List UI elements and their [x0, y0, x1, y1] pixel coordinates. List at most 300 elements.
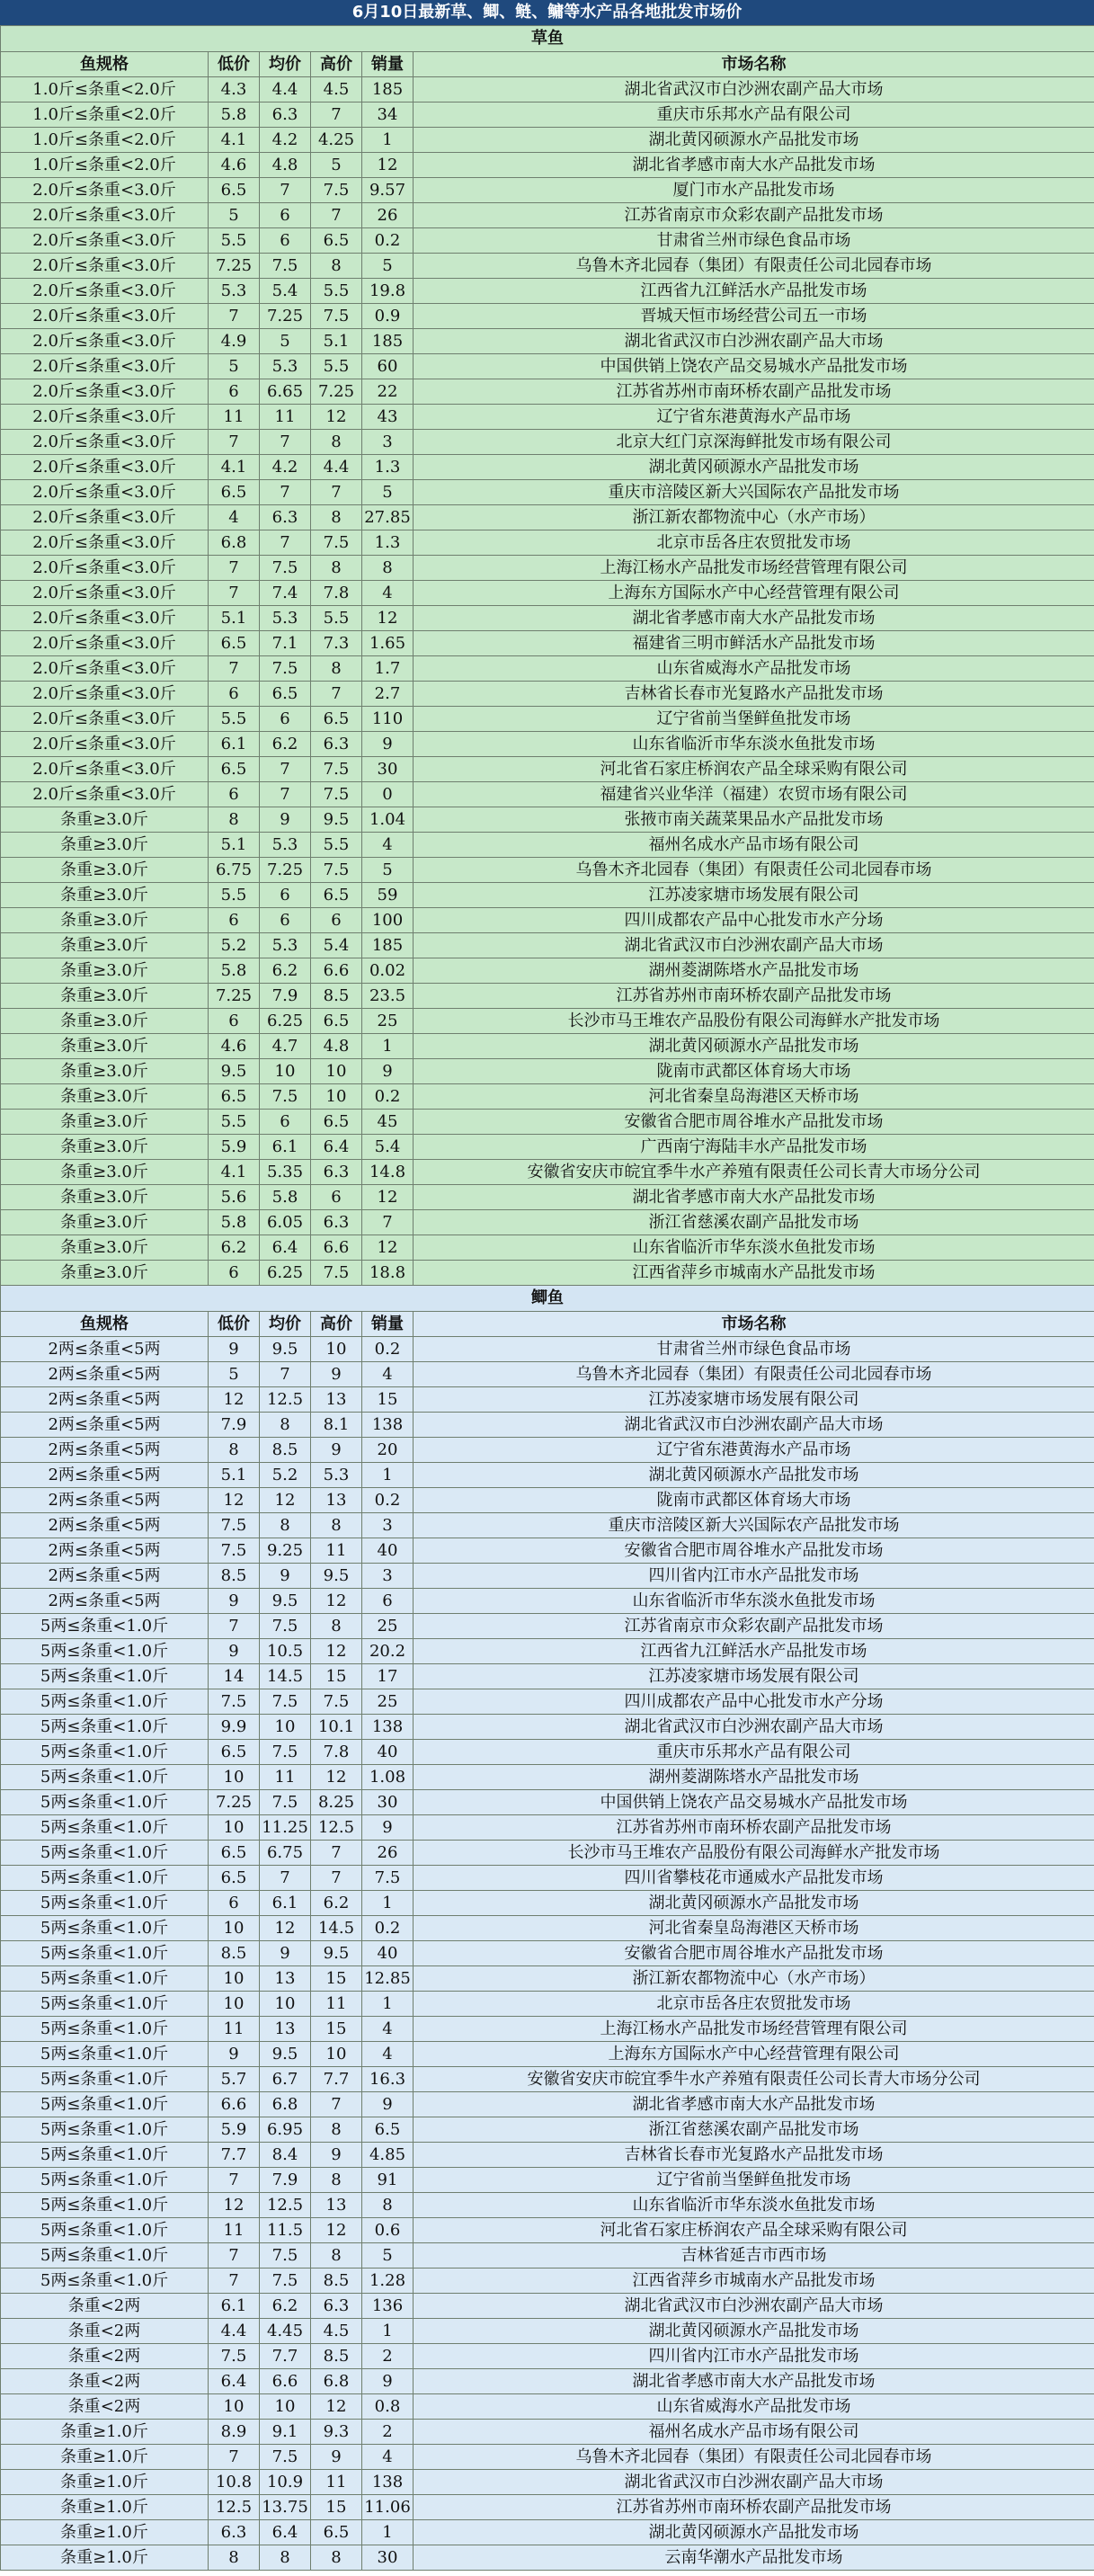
low-price-cell: 7	[209, 304, 260, 329]
avg-price-cell: 8	[260, 1413, 311, 1438]
market-cell: 湖北黄冈硕源水产品批发市场	[414, 1463, 1094, 1488]
avg-price-cell: 12.5	[260, 2193, 311, 2218]
market-cell: 湖北省武汉市白沙洲农副产品大市场	[414, 2470, 1094, 2495]
volume-cell: 25	[362, 1689, 414, 1715]
market-cell: 安徽省合肥市周谷堆水产品批发市场	[414, 1941, 1094, 1966]
avg-price-cell: 8.5	[260, 1438, 311, 1463]
table-row	[1, 782, 1094, 807]
table-row	[1, 757, 1094, 782]
volume-cell: 30	[362, 757, 414, 782]
market-cell: 江苏省南京市众彩农副产品批发市场	[414, 203, 1094, 228]
table-row	[1, 2420, 1094, 2445]
low-price-cell: 10	[209, 1916, 260, 1941]
avg-price-cell: 9	[260, 1564, 311, 1589]
low-price-cell: 12	[209, 1387, 260, 1413]
market-cell: 湖州菱湖陈塔水产品批发市场	[414, 1765, 1094, 1790]
header-spec: 鱼规格	[1, 1312, 209, 1337]
market-cell: 广西南宁海陆丰水产品批发市场	[414, 1135, 1094, 1160]
table-row	[1, 1639, 1094, 1664]
market-cell: 湖北省武汉市白沙洲农副产品大市场	[414, 1413, 1094, 1438]
high-price-cell: 10	[311, 2042, 362, 2067]
market-cell: 福建省兴业华洋（福建）农贸市场有限公司	[414, 782, 1094, 807]
market-cell: 上海江杨水产品批发市场经营管理有限公司	[414, 2017, 1094, 2042]
volume-cell: 30	[362, 2545, 414, 2571]
low-price-cell: 7	[209, 2268, 260, 2294]
volume-cell: 40	[362, 1941, 414, 1966]
high-price-cell: 8	[311, 556, 362, 581]
high-price-cell: 7	[311, 1841, 362, 1866]
high-price-cell: 7.5	[311, 530, 362, 556]
high-price-cell: 8.5	[311, 2268, 362, 2294]
market-cell: 四川省攀枝花市通威水产品批发市场	[414, 1866, 1094, 1891]
table-row	[1, 1110, 1094, 1135]
market-cell: 江苏凌家塘市场发展有限公司	[414, 1387, 1094, 1413]
spec-cell: 5两≤条重<1.0斤	[1, 1740, 209, 1765]
volume-cell: 4.85	[362, 2143, 414, 2168]
grass-carp-table	[0, 25, 1094, 1286]
spec-cell: 2两≤条重<5两	[1, 1413, 209, 1438]
spec-cell: 2两≤条重<5两	[1, 1463, 209, 1488]
avg-price-cell: 9	[260, 807, 311, 833]
table-row	[1, 1135, 1094, 1160]
avg-price-cell: 7.4	[260, 581, 311, 606]
volume-cell: 1.3	[362, 455, 414, 480]
avg-price-cell: 7.7	[260, 2344, 311, 2369]
table-row	[1, 2067, 1094, 2092]
volume-cell: 22	[362, 379, 414, 405]
avg-price-cell: 7.5	[260, 1084, 311, 1110]
low-price-cell: 7.5	[209, 1513, 260, 1538]
avg-price-cell: 6.5	[260, 682, 311, 707]
volume-cell: 30	[362, 1790, 414, 1815]
table-row	[1, 1916, 1094, 1941]
volume-cell: 136	[362, 2294, 414, 2319]
table-row	[1, 354, 1094, 379]
high-price-cell: 7	[311, 2092, 362, 2117]
spec-cell: 条重≥3.0斤	[1, 1009, 209, 1034]
low-price-cell: 5.9	[209, 2117, 260, 2143]
spec-cell: 1.0斤≤条重<2.0斤	[1, 77, 209, 103]
volume-cell: 26	[362, 1841, 414, 1866]
table-row	[1, 1689, 1094, 1715]
market-cell: 辽宁省东港黄海水产品市场	[414, 405, 1094, 430]
spec-cell: 条重<2两	[1, 2344, 209, 2369]
avg-price-cell: 7.5	[260, 656, 311, 682]
high-price-cell: 7.5	[311, 1689, 362, 1715]
low-price-cell: 7	[209, 556, 260, 581]
market-cell: 四川省内江市水产品批发市场	[414, 1564, 1094, 1589]
spec-cell: 条重≥3.0斤	[1, 1160, 209, 1185]
spec-cell: 2.0斤≤条重<3.0斤	[1, 782, 209, 807]
high-price-cell: 9.5	[311, 1564, 362, 1589]
avg-price-cell: 9.5	[260, 1589, 311, 1614]
avg-price-cell: 7.5	[260, 1790, 311, 1815]
table-row	[1, 2017, 1094, 2042]
market-cell: 辽宁省东港黄海水产品市场	[414, 1438, 1094, 1463]
volume-cell: 4	[362, 2017, 414, 2042]
low-price-cell: 9	[209, 1589, 260, 1614]
volume-cell: 1	[362, 1992, 414, 2017]
high-price-cell: 7	[311, 203, 362, 228]
spec-cell: 2.0斤≤条重<3.0斤	[1, 329, 209, 354]
low-price-cell: 7	[209, 1614, 260, 1639]
spec-cell: 2.0斤≤条重<3.0斤	[1, 405, 209, 430]
avg-price-cell: 7.5	[260, 1614, 311, 1639]
high-price-cell: 7.25	[311, 379, 362, 405]
market-cell: 湖州菱湖陈塔水产品批发市场	[414, 958, 1094, 984]
table-row	[1, 2294, 1094, 2319]
market-cell: 山东省威海水产品批发市场	[414, 2394, 1094, 2420]
market-cell: 湖北省孝感市南大水产品批发市场	[414, 153, 1094, 178]
avg-price-cell: 10	[260, 1992, 311, 2017]
spec-cell: 2两≤条重<5两	[1, 1362, 209, 1387]
volume-cell: 1.7	[362, 656, 414, 682]
high-price-cell: 9	[311, 1438, 362, 1463]
table-row	[1, 1337, 1094, 1362]
low-price-cell: 5	[209, 354, 260, 379]
high-price-cell: 6.3	[311, 1160, 362, 1185]
market-cell: 吉林省延吉市西市场	[414, 2243, 1094, 2268]
market-cell: 江西省九江鲜活水产品批发市场	[414, 1639, 1094, 1664]
market-cell: 江西省九江鲜活水产品批发市场	[414, 279, 1094, 304]
header-market: 市场名称	[414, 1312, 1094, 1337]
market-cell: 安徽省合肥市周谷堆水产品批发市场	[414, 1110, 1094, 1135]
spec-cell: 条重<2两	[1, 2319, 209, 2344]
market-cell: 乌鲁木齐北园春（集团）有限责任公司北园春市场	[414, 254, 1094, 279]
low-price-cell: 9	[209, 1639, 260, 1664]
volume-cell: 1.65	[362, 631, 414, 656]
avg-price-cell: 5.3	[260, 354, 311, 379]
spec-cell: 5两≤条重<1.0斤	[1, 1614, 209, 1639]
market-cell: 江苏凌家塘市场发展有限公司	[414, 1664, 1094, 1689]
avg-price-cell: 6.2	[260, 958, 311, 984]
low-price-cell: 6	[209, 682, 260, 707]
high-price-cell: 8	[311, 656, 362, 682]
high-price-cell: 8	[311, 1614, 362, 1639]
market-cell: 湖北省孝感市南大水产品批发市场	[414, 606, 1094, 631]
table-row	[1, 77, 1094, 103]
avg-price-cell: 6.25	[260, 1261, 311, 1286]
market-cell: 乌鲁木齐北园春（集团）有限责任公司北园春市场	[414, 1362, 1094, 1387]
low-price-cell: 11	[209, 405, 260, 430]
high-price-cell: 9.5	[311, 807, 362, 833]
spec-cell: 条重≥3.0斤	[1, 933, 209, 958]
avg-price-cell: 9.5	[260, 2042, 311, 2067]
avg-price-cell: 5	[260, 329, 311, 354]
volume-cell: 0.2	[362, 1916, 414, 1941]
spec-cell: 5两≤条重<1.0斤	[1, 2268, 209, 2294]
low-price-cell: 5.8	[209, 1210, 260, 1235]
avg-price-cell: 8	[260, 1513, 311, 1538]
volume-cell: 59	[362, 883, 414, 908]
market-cell: 张掖市南关蔬菜果品水产品批发市场	[414, 807, 1094, 833]
market-cell: 福州名成水产品市场有限公司	[414, 833, 1094, 858]
spec-cell: 条重≥3.0斤	[1, 1110, 209, 1135]
spec-cell: 5两≤条重<1.0斤	[1, 2017, 209, 2042]
high-price-cell: 7	[311, 1866, 362, 1891]
high-price-cell: 15	[311, 1664, 362, 1689]
section-title-row	[1, 26, 1094, 52]
table-row	[1, 606, 1094, 631]
table-row	[1, 1790, 1094, 1815]
spec-cell: 条重≥3.0斤	[1, 833, 209, 858]
volume-cell: 138	[362, 2470, 414, 2495]
volume-cell: 23.5	[362, 984, 414, 1009]
spec-cell: 条重≥3.0斤	[1, 883, 209, 908]
header-low-price: 低价	[209, 1312, 260, 1337]
table-row	[1, 933, 1094, 958]
low-price-cell: 7	[209, 2168, 260, 2193]
market-cell: 湖北黄冈硕源水产品批发市场	[414, 2319, 1094, 2344]
market-cell: 河北省石家庄桥润农产品全球采购有限公司	[414, 757, 1094, 782]
spec-cell: 2两≤条重<5两	[1, 1564, 209, 1589]
table-row	[1, 2394, 1094, 2420]
high-price-cell: 10.1	[311, 1715, 362, 1740]
table-row	[1, 908, 1094, 933]
avg-price-cell: 6	[260, 908, 311, 933]
volume-cell: 8	[362, 556, 414, 581]
market-cell: 江西省萍乡市城南水产品批发市场	[414, 2268, 1094, 2294]
low-price-cell: 6	[209, 908, 260, 933]
low-price-cell: 12	[209, 2193, 260, 2218]
market-cell: 浙江新农都物流中心（水产市场）	[414, 505, 1094, 530]
high-price-cell: 6.4	[311, 1135, 362, 1160]
table-row	[1, 1463, 1094, 1488]
market-cell: 河北省秦皇岛海港区天桥市场	[414, 1916, 1094, 1941]
low-price-cell: 7.25	[209, 984, 260, 1009]
low-price-cell: 7	[209, 2445, 260, 2470]
avg-price-cell: 13.75	[260, 2495, 311, 2520]
market-cell: 湖北省武汉市白沙洲农副产品大市场	[414, 2294, 1094, 2319]
table-row	[1, 329, 1094, 354]
market-cell: 北京大红门京深海鲜批发市场有限公司	[414, 430, 1094, 455]
avg-price-cell: 7.25	[260, 304, 311, 329]
low-price-cell: 6.5	[209, 178, 260, 203]
spec-cell: 2.0斤≤条重<3.0斤	[1, 656, 209, 682]
volume-cell: 91	[362, 2168, 414, 2193]
volume-cell: 25	[362, 1614, 414, 1639]
avg-price-cell: 6.6	[260, 2369, 311, 2394]
market-cell: 四川省内江市水产品批发市场	[414, 2344, 1094, 2369]
volume-cell: 18.8	[362, 1261, 414, 1286]
table-row	[1, 1513, 1094, 1538]
high-price-cell: 9.3	[311, 2420, 362, 2445]
market-cell: 北京市岳各庄农贸批发市场	[414, 1992, 1094, 2017]
low-price-cell: 4.9	[209, 329, 260, 354]
market-cell: 河北省秦皇岛海港区天桥市场	[414, 1084, 1094, 1110]
table-row	[1, 581, 1094, 606]
header-high-price: 高价	[311, 52, 362, 77]
low-price-cell: 6.75	[209, 858, 260, 883]
spec-cell: 2.0斤≤条重<3.0斤	[1, 379, 209, 405]
spec-cell: 条重≥3.0斤	[1, 1034, 209, 1059]
low-price-cell: 5.5	[209, 707, 260, 732]
high-price-cell: 6.3	[311, 2294, 362, 2319]
avg-price-cell: 7.9	[260, 2168, 311, 2193]
volume-cell: 5.4	[362, 1135, 414, 1160]
high-price-cell: 7.5	[311, 858, 362, 883]
volume-cell: 0	[362, 782, 414, 807]
table-row	[1, 2143, 1094, 2168]
low-price-cell: 7.25	[209, 1790, 260, 1815]
avg-price-cell: 7	[260, 782, 311, 807]
spec-cell: 条重<2两	[1, 2394, 209, 2420]
spec-cell: 5两≤条重<1.0斤	[1, 1715, 209, 1740]
high-price-cell: 8	[311, 2243, 362, 2268]
avg-price-cell: 6.95	[260, 2117, 311, 2143]
market-cell: 乌鲁木齐北园春（集团）有限责任公司北园春市场	[414, 2445, 1094, 2470]
high-price-cell: 5.1	[311, 329, 362, 354]
market-cell: 湖北省孝感市南大水产品批发市场	[414, 2369, 1094, 2394]
spec-cell: 5两≤条重<1.0斤	[1, 2042, 209, 2067]
volume-cell: 138	[362, 1715, 414, 1740]
market-cell: 福州名成水产品市场有限公司	[414, 2420, 1094, 2445]
low-price-cell: 8	[209, 1438, 260, 1463]
table-row	[1, 228, 1094, 254]
market-cell: 甘肃省兰州市绿色食品市场	[414, 1337, 1094, 1362]
avg-price-cell: 6.05	[260, 1210, 311, 1235]
spec-cell: 2两≤条重<5两	[1, 1438, 209, 1463]
table-row	[1, 455, 1094, 480]
table-row	[1, 178, 1094, 203]
low-price-cell: 4.6	[209, 1034, 260, 1059]
market-cell: 长沙市马王堆农产品股份有限公司海鲜水产批发市场	[414, 1009, 1094, 1034]
avg-price-cell: 12	[260, 1916, 311, 1941]
spec-cell: 5两≤条重<1.0斤	[1, 2143, 209, 2168]
volume-cell: 5	[362, 2243, 414, 2268]
avg-price-cell: 6	[260, 883, 311, 908]
spec-cell: 2.0斤≤条重<3.0斤	[1, 732, 209, 757]
market-cell: 乌鲁木齐北园春（集团）有限责任公司北园春市场	[414, 858, 1094, 883]
market-cell: 山东省临沂市华东淡水鱼批发市场	[414, 2193, 1094, 2218]
avg-price-cell: 5.3	[260, 833, 311, 858]
market-cell: 辽宁省前当堡鲜鱼批发市场	[414, 707, 1094, 732]
high-price-cell: 6.3	[311, 1210, 362, 1235]
low-price-cell: 10	[209, 1966, 260, 1992]
volume-cell: 12.85	[362, 1966, 414, 1992]
table-row	[1, 1362, 1094, 1387]
market-cell: 晋城天恒市场经营公司五一市场	[414, 304, 1094, 329]
avg-price-cell: 7.5	[260, 1689, 311, 1715]
low-price-cell: 5.2	[209, 933, 260, 958]
avg-price-cell: 11.5	[260, 2218, 311, 2243]
spec-cell: 条重≥3.0斤	[1, 807, 209, 833]
low-price-cell: 10.8	[209, 2470, 260, 2495]
avg-price-cell: 5.8	[260, 1185, 311, 1210]
table-row	[1, 1891, 1094, 1916]
volume-cell: 17	[362, 1664, 414, 1689]
spec-cell: 2.0斤≤条重<3.0斤	[1, 480, 209, 505]
avg-price-cell: 7	[260, 1362, 311, 1387]
high-price-cell: 5.5	[311, 833, 362, 858]
high-price-cell: 6.5	[311, 228, 362, 254]
volume-cell: 25	[362, 1009, 414, 1034]
avg-price-cell: 4.45	[260, 2319, 311, 2344]
market-cell: 江苏省苏州市南环桥农副产品批发市场	[414, 379, 1094, 405]
market-cell: 重庆市乐邦水产品有限公司	[414, 103, 1094, 128]
avg-price-cell: 10.5	[260, 1639, 311, 1664]
low-price-cell: 9	[209, 2042, 260, 2067]
table-row	[1, 1084, 1094, 1110]
table-row	[1, 1815, 1094, 1841]
volume-cell: 5	[362, 254, 414, 279]
header-spec: 鱼规格	[1, 52, 209, 77]
spec-cell: 2.0斤≤条重<3.0斤	[1, 530, 209, 556]
low-price-cell: 6.5	[209, 1841, 260, 1866]
table-row	[1, 556, 1094, 581]
market-cell: 浙江新农都物流中心（水产市场）	[414, 1966, 1094, 1992]
spec-cell: 2两≤条重<5两	[1, 1589, 209, 1614]
spec-cell: 2.0斤≤条重<3.0斤	[1, 606, 209, 631]
low-price-cell: 4.6	[209, 153, 260, 178]
market-cell: 山东省临沂市华东淡水鱼批发市场	[414, 1589, 1094, 1614]
market-cell: 陇南市武都区体育场大市场	[414, 1059, 1094, 1084]
table-row	[1, 2218, 1094, 2243]
market-cell: 山东省威海水产品批发市场	[414, 656, 1094, 682]
high-price-cell: 12	[311, 1765, 362, 1790]
spec-cell: 5两≤条重<1.0斤	[1, 1664, 209, 1689]
volume-cell: 6.5	[362, 2117, 414, 2143]
avg-price-cell: 10.9	[260, 2470, 311, 2495]
low-price-cell: 9.5	[209, 1059, 260, 1084]
low-price-cell: 6.1	[209, 732, 260, 757]
header-volume: 销量	[362, 52, 414, 77]
volume-cell: 110	[362, 707, 414, 732]
table-row	[1, 279, 1094, 304]
spec-cell: 条重<2两	[1, 2294, 209, 2319]
low-price-cell: 7	[209, 581, 260, 606]
market-cell: 福建省三明市鲜活水产品批发市场	[414, 631, 1094, 656]
high-price-cell: 15	[311, 2495, 362, 2520]
high-price-cell: 7.5	[311, 1261, 362, 1286]
low-price-cell: 4.4	[209, 2319, 260, 2344]
low-price-cell: 11	[209, 2218, 260, 2243]
header-volume: 销量	[362, 1312, 414, 1337]
low-price-cell: 10	[209, 1992, 260, 2017]
avg-price-cell: 7.9	[260, 984, 311, 1009]
high-price-cell: 12	[311, 1589, 362, 1614]
avg-price-cell: 5.35	[260, 1160, 311, 1185]
market-cell: 浙江省慈溪农副产品批发市场	[414, 2117, 1094, 2143]
market-cell: 云南华潮水产品批发市场	[414, 2545, 1094, 2571]
market-cell: 湖北省武汉市白沙洲农副产品大市场	[414, 329, 1094, 354]
volume-cell: 6	[362, 1589, 414, 1614]
low-price-cell: 5.7	[209, 2067, 260, 2092]
high-price-cell: 9	[311, 2143, 362, 2168]
market-cell: 厦门市水产品批发市场	[414, 178, 1094, 203]
spec-cell: 5两≤条重<1.0斤	[1, 1841, 209, 1866]
avg-price-cell: 6	[260, 707, 311, 732]
low-price-cell: 5.5	[209, 883, 260, 908]
spec-cell: 条重≥1.0斤	[1, 2545, 209, 2571]
high-price-cell: 10	[311, 1337, 362, 1362]
low-price-cell: 6	[209, 379, 260, 405]
high-price-cell: 7.5	[311, 178, 362, 203]
table-row	[1, 2445, 1094, 2470]
spec-cell: 5两≤条重<1.0斤	[1, 2067, 209, 2092]
table-row	[1, 1664, 1094, 1689]
market-cell: 湖北黄冈硕源水产品批发市场	[414, 1034, 1094, 1059]
high-price-cell: 11	[311, 1538, 362, 1564]
volume-cell: 0.6	[362, 2218, 414, 2243]
volume-cell: 0.2	[362, 228, 414, 254]
volume-cell: 1	[362, 1463, 414, 1488]
section-title: 草鱼	[1, 26, 1094, 52]
low-price-cell: 5.8	[209, 958, 260, 984]
avg-price-cell: 7.1	[260, 631, 311, 656]
volume-cell: 9	[362, 2369, 414, 2394]
spec-cell: 1.0斤≤条重<2.0斤	[1, 128, 209, 153]
